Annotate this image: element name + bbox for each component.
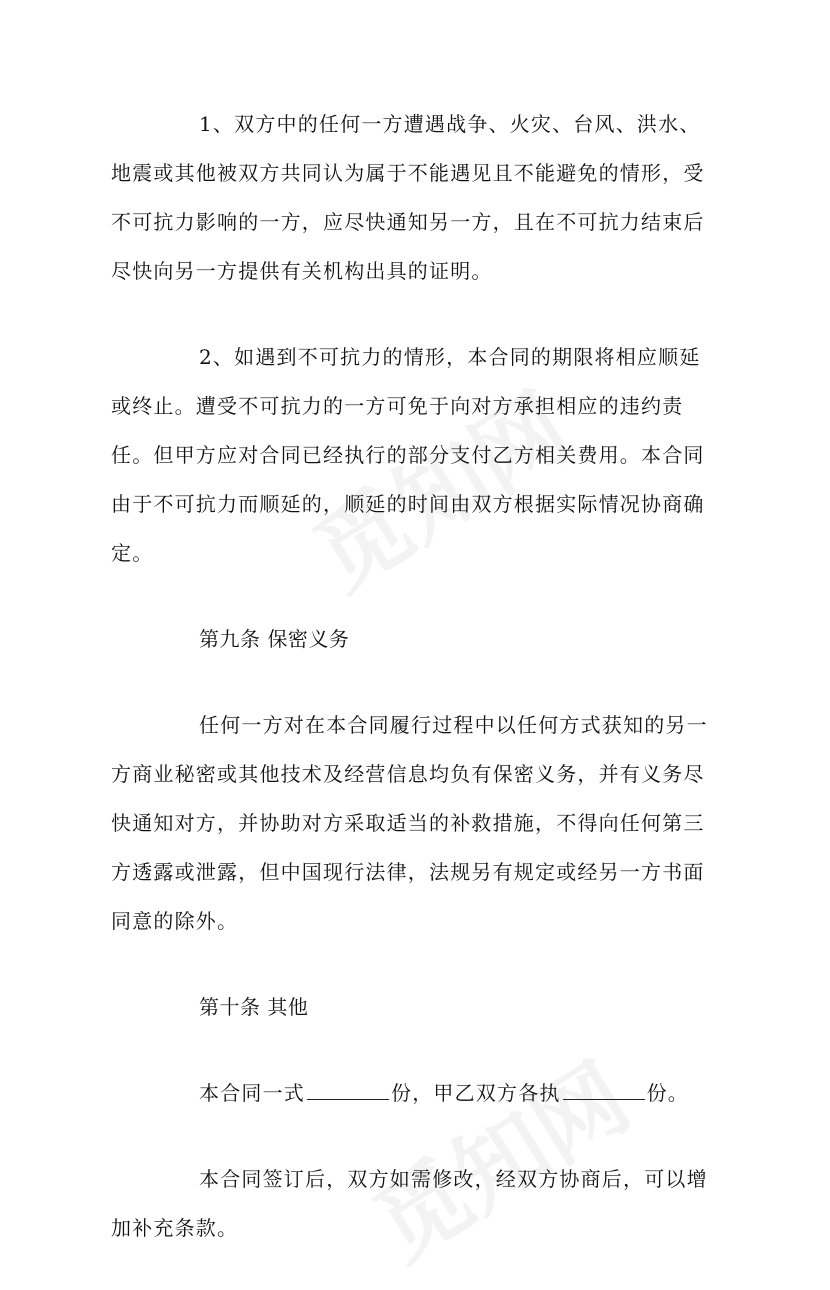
force-majeure-clause-1: 1、双方中的任何一方遭遇战争、火灾、台风、洪水、地震或其他被双方共同认为属于不能遇见且不能避免的情形，受不可抗力影响的一方，应尽快通知另一方，且在不可抗力结束后尽快向另一方提供有关机构出具的证明。 xyxy=(111,112,705,283)
copies-text-3: 份。 xyxy=(646,1081,690,1105)
amendment-clause: 本合同签订后，双方如需修改，经双方协商后，可以增加补充条款。 xyxy=(111,1167,708,1240)
copies-count-blank xyxy=(307,1079,389,1100)
document-body xyxy=(111,100,719,1290)
copies-each-blank xyxy=(563,1079,645,1100)
copies-text-2: 份，甲乙双方各执 xyxy=(391,1081,561,1105)
force-majeure-clause-2: 2、如遇到不可抗力的情形，本合同的期限将相应顺延或终止。遭受不可抗力的一方可免于向对方承担相应的违约责任。但甲方应对合同已经执行的部分支付乙方相关费用。本合同由于不可抗力而顺延的，顺延的时间由双方根据实际情况协商确定。 xyxy=(111,345,705,565)
confidentiality-clause: 任何一方对在本合同履行过程中以任何方式获知的另一方商业秘密或其他技术及经营信息均负有保密义务，并有义务尽快通知对方，并协助对方采取适当的补救措施，不得向任何第三方透露或泄露，但中国现行法律，法规另有规定或经另一方书面同意的除外。 xyxy=(111,713,708,933)
copies-clause xyxy=(111,1069,719,1118)
copies-text-1: 本合同一式 xyxy=(199,1081,305,1105)
article-9-heading: 第九条 保密义务 xyxy=(199,627,350,651)
article-10-heading: 第十条 其他 xyxy=(199,995,309,1019)
